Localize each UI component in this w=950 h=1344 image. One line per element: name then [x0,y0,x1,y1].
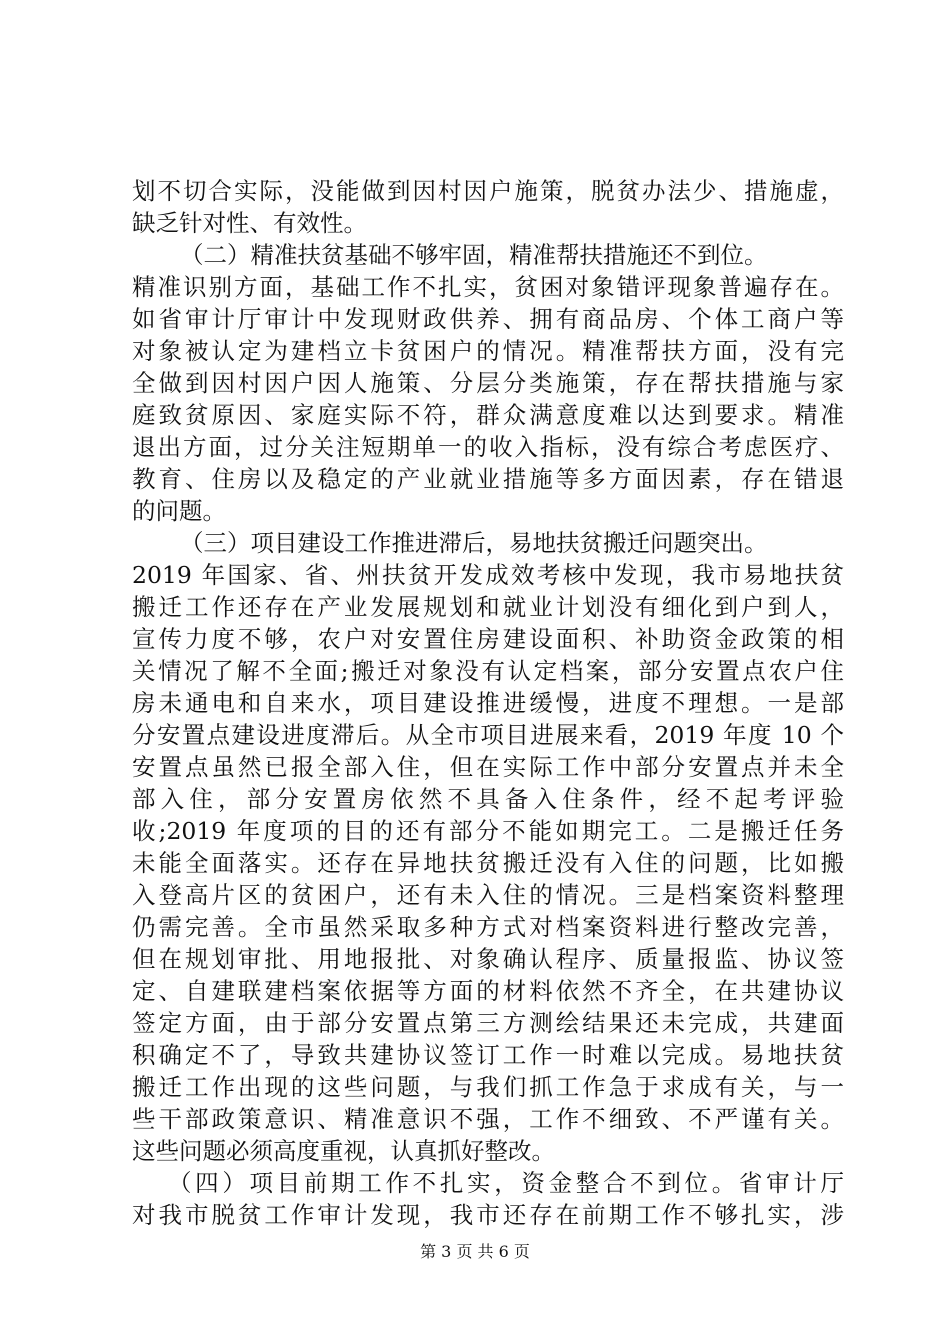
text-line: 庭致贫原因、家庭实际不符，群众满意度难以达到要求。精准 [132,401,844,429]
text-line: 安置点虽然已报全部入住，但在实际工作中部分安置点并未全 [132,753,844,781]
text-line: 分安置点建设进度滞后。从全市项目进展来看，2019 年度 10 个 [132,721,844,749]
page-footer: 第 3 页 共 6 页 [420,1242,530,1261]
text-line: 宣传力度不够，农户对安置住房建设面积、补助资金政策的相 [132,625,844,653]
text-line: 未能全面落实。还存在异地扶贫搬迁没有入住的问题，比如搬 [132,849,844,877]
text-line: 搬迁工作还存在产业发展规划和就业计划没有细化到户到人， [132,593,844,621]
text-line: 划不切合实际，没能做到因村因户施策，脱贫办法少、措施虚， [132,177,844,205]
text-line: 但在规划审批、用地报批、对象确认程序、质量报监、协议签 [132,945,844,973]
text-line: 仍需完善。全市虽然采取多种方式对档案资料进行整改完善， [132,913,844,941]
text-line: 这些问题必须高度重视，认真抓好整改。 [132,1137,555,1165]
text-line: （四）项目前期工作不扎实，资金整合不到位。省审计厅 [168,1169,844,1197]
document-body [132,175,844,1231]
text-line: 教育、住房以及稳定的产业就业措施等多方面因素，存在错退 [132,465,844,493]
text-line: 房未通电和自来水，项目建设推进缓慢，进度不理想。一是部 [132,689,844,717]
text-line: 定、自建联建档案依据等方面的材料依然不齐全，在共建协议 [132,977,844,1005]
text-line: 的问题。 [132,497,226,525]
text-line: 全做到因村因户因人施策、分层分类施策，存在帮扶措施与家 [132,369,844,397]
text-line: 精准识别方面，基础工作不扎实，贫困对象错评现象普遍存在。 [132,273,844,301]
text-line: 如省审计厅审计中发现财政供养、拥有商品房、个体工商户等 [132,305,844,333]
text-line: 些干部政策意识、精准意识不强，工作不细致、不严谨有关。 [132,1105,844,1133]
text-line: 缺乏针对性、有效性。 [132,209,367,237]
text-line: 搬迁工作出现的这些问题，与我们抓工作急于求成有关，与一 [132,1073,844,1101]
text-line: 入登高片区的贫困户，还有未入住的情况。三是档案资料整理 [132,881,844,909]
text-line: 积确定不了，导致共建协议签订工作一时难以完成。易地扶贫 [132,1041,844,1069]
text-line: 对象被认定为建档立卡贫困户的情况。精准帮扶方面，没有完 [132,337,844,365]
text-line: 退出方面，过分关注短期单一的收入指标，没有综合考虑医疗、 [132,433,844,461]
text-line: （二）精准扶贫基础不够牢固，精准帮扶措施还不到位。 [180,241,768,269]
text-line: （三）项目建设工作推进滞后，易地扶贫搬迁问题突出。 [180,529,768,557]
text-line: 2019 年国家、省、州扶贫开发成效考核中发现，我市易地扶贫 [132,561,844,589]
text-line: 部入住，部分安置房依然不具备入住条件，经不起考评验 [132,785,844,813]
text-line: 对我市脱贫工作审计发现，我市还存在前期工作不够扎实，涉 [132,1201,844,1229]
text-line: 关情况了解不全面;搬迁对象没有认定档案，部分安置点农户住 [132,657,844,685]
text-line: 签定方面，由于部分安置点第三方测绘结果还未完成，共建面 [132,1009,844,1037]
text-line: 收;2019 年度项的目的还有部分不能如期完工。二是搬迁任务 [132,817,844,845]
